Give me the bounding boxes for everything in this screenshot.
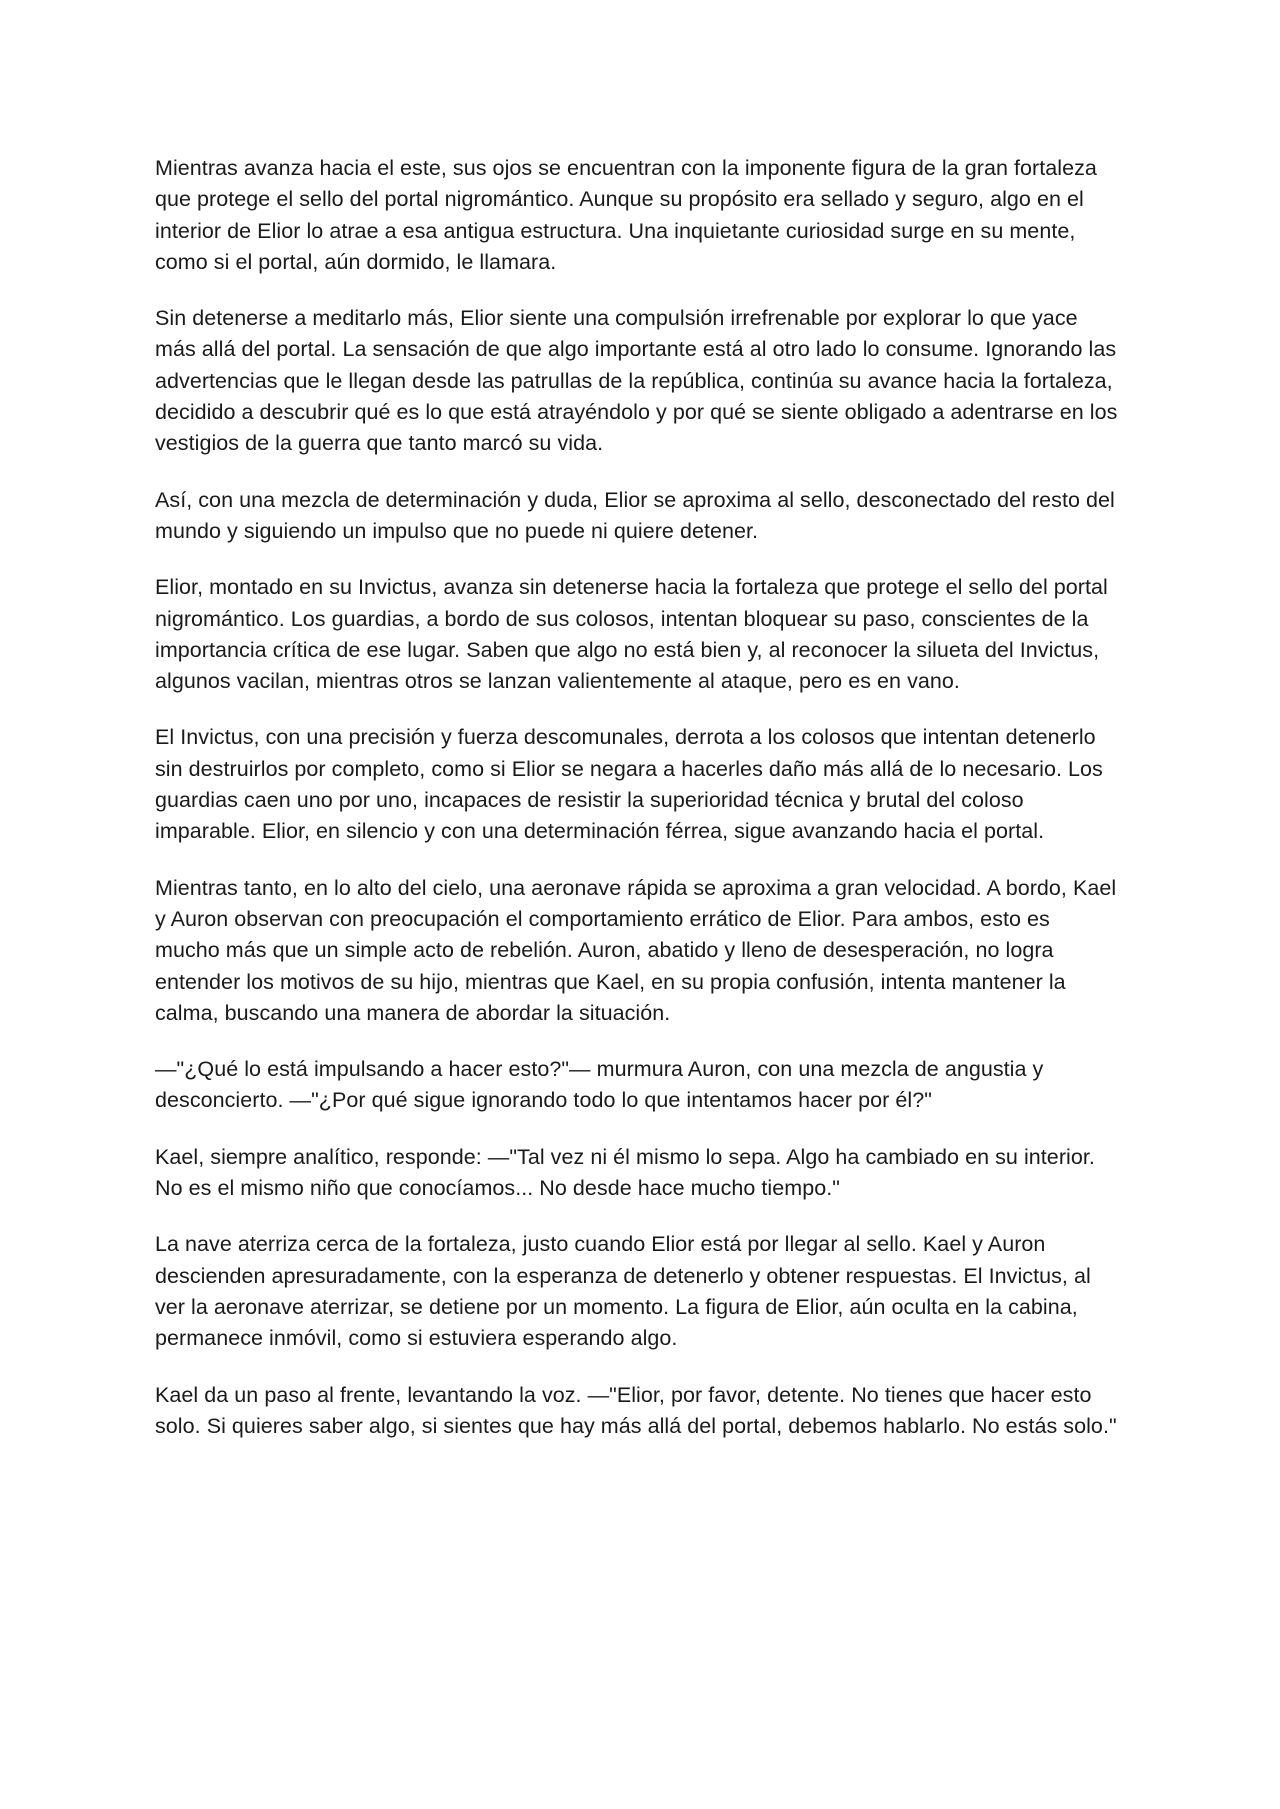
paragraph-5: El Invictus, con una precisión y fuerza descomunales, derrota a los colosos que intentan detenerlo sin destruirlos por completo, como si Elior se negara a hacerles daño más allá de lo necesario. Los guardias caen uno por uno, incapaces de resistir la superioridad técnica y brutal del coloso imparable. Elior, en silencio y con una determinación férrea, sigue avanzando hacia el portal.	[155, 725, 1103, 844]
paragraph-2: Sin detenerse a meditarlo más, Elior siente una compulsión irrefrenable por explorar lo que yace más allá del portal. La sensación de que algo importante está al otro lado lo consume. Ignorando las advertencias que le llegan desde las patrullas de la república, continúa su avance hacia la fortaleza, decidido a descubrir qué es lo que está atrayéndolo y por qué se siente obligado a adentrarse en los vestigios de la guerra que tanto marcó su vida.	[155, 306, 1118, 456]
paragraph-3: Así, con una mezcla de determinación y duda, Elior se aproxima al sello, desconectado del resto del mundo y siguiendo un impulso que no puede ni quiere detener.	[155, 487, 1115, 543]
paragraph-1: Mientras avanza hacia el este, sus ojos se encuentran con la imponente figura de la gran fortaleza que protege el sello del portal nigromántico. Aunque su propósito era sellado y seguro, algo en el interior de Elior lo atrae a esa antigua estructura. Una inquietante curiosidad surge en su mente, como si el portal, aún dormido, le llamara.	[155, 156, 1097, 274]
paragraph-4: Elior, montado en su Invictus, avanza sin detenerse hacia la fortaleza que protege el sello del portal nigromántico. Los guardias, a bordo de sus colosos, intentan bloquear su paso, conscientes de la importancia crítica de ese lugar. Saben que algo no está bien y, al reconocer la silueta del Invictus, algunos vacilan, mientras otros se lanzan valientemente al ataque, pero es en vano.	[155, 575, 1108, 694]
paragraph-9: La nave aterriza cerca de la fortaleza, justo cuando Elior está por llegar al sello. Kael y Auron descienden apresuradamente, con la esperanza de detenerlo y obtener respuestas. El Invictus, al ver la aeronave aterrizar, se detiene por un momento. La figura de Elior, aún oculta en la cabina, permanece inmóvil, como si estuviera esperando algo.	[155, 1232, 1091, 1351]
paragraph-8-dialogue: Kael, siempre analítico, responde: —"Tal vez ni él mismo lo sepa. Algo ha cambiado en su interior. No es el mismo niño que conocíamos... No desde hace mucho tiempo."	[155, 1144, 1095, 1201]
paragraph-6: Mientras tanto, en lo alto del cielo, una aeronave rápida se aproxima a gran velocidad. A bordo, Kael y Auron observan con preocupación el comportamiento errático de Elior. Para ambos, esto es mucho más que un simple acto de rebelión. Auron, abatido y lleno de desesperación, no logra entender los motivos de su hijo, mientras que Kael, en su propia confusión, intenta mantener la calma, buscando una manera de abordar la situación.	[155, 875, 1117, 1025]
paragraph-10-dialogue: Kael da un paso al frente, levantando la voz. —"Elior, por favor, detente. No tienes que hacer esto solo. Si quieres saber algo, si sientes que hay más allá del portal, debemos hablarlo. No estás solo."	[155, 1382, 1117, 1438]
paragraph-7-dialogue: —"¿Qué lo está impulsando a hacer esto?"— murmura Auron, con una mezcla de angustia y desconcierto. —"¿Por qué sigue ignorando todo lo que intentamos hacer por él?"	[155, 1057, 1044, 1113]
